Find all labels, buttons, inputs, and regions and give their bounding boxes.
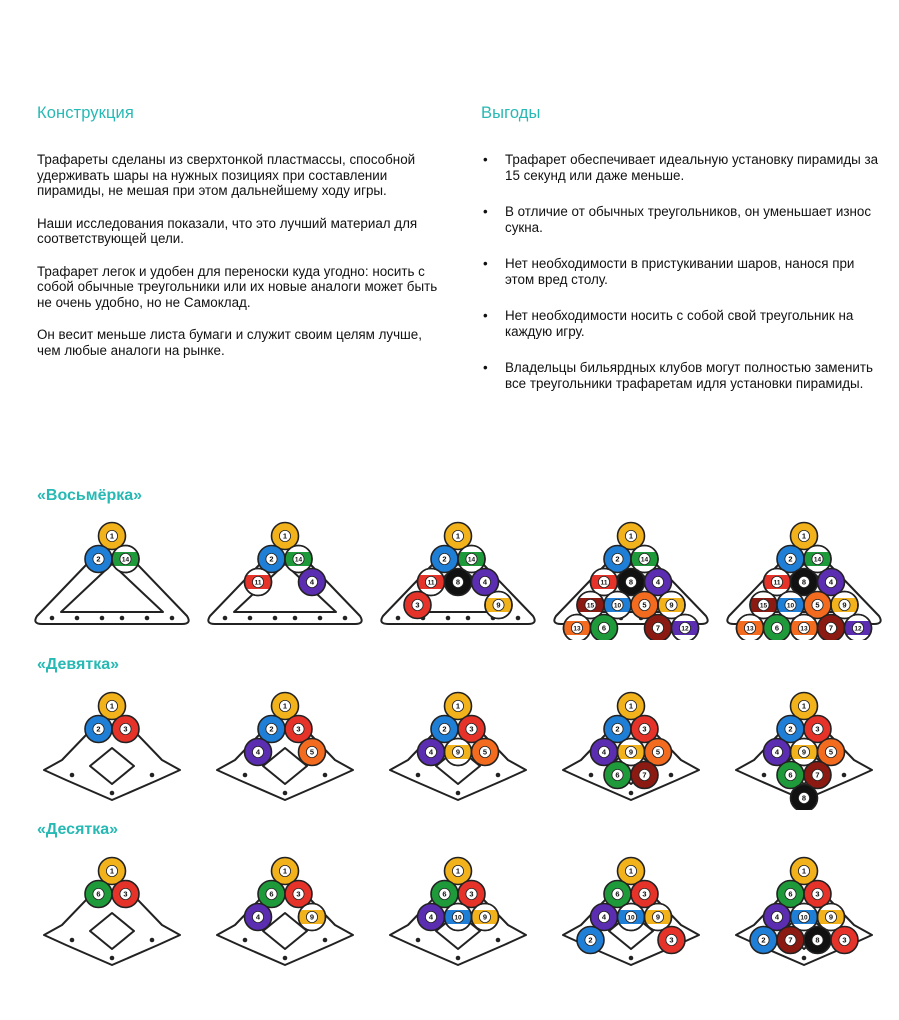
stencil-hole	[100, 616, 105, 621]
ball-number: 2	[588, 935, 593, 945]
rack-illustration	[22, 520, 202, 640]
ball-number: 8	[801, 577, 807, 587]
ball-number: 9	[628, 747, 634, 757]
stencil-hole	[150, 938, 155, 943]
construction-paragraph: Трафарет легок и удобен для переноски куда угодно: носить с собой обычные треугольники или их новые аналоги может быть не очень удобно, но не Самоклад.	[37, 263, 438, 310]
stencil-hole	[273, 616, 278, 621]
ball-number: 5	[815, 600, 820, 610]
stencil-frame	[208, 538, 361, 624]
ball-number: 2	[269, 554, 274, 564]
billiard-ball-13	[737, 615, 764, 641]
section-title-eight-ball: «Восьмёрка»	[37, 487, 143, 504]
ball-number: 10	[454, 914, 462, 922]
ball-number: 13	[746, 625, 754, 633]
section-title-nine-ball: «Девятка»	[37, 656, 119, 673]
stencil-hole	[466, 616, 471, 621]
ball-number: 2	[761, 935, 766, 945]
billiard-ball-12	[845, 615, 872, 641]
rack-illustration	[368, 690, 548, 810]
ball-number: 14	[121, 556, 130, 564]
ball-number: 15	[759, 602, 768, 610]
ball-number: 5	[655, 747, 661, 757]
billiard-ball-3	[831, 927, 858, 954]
stencil-frame	[44, 708, 180, 800]
ball-number: 2	[269, 724, 274, 734]
ball-number: 3	[123, 889, 128, 899]
construction-heading: Конструкция	[37, 104, 134, 122]
ball-number: 4	[774, 912, 780, 922]
ball-number: 6	[774, 623, 780, 633]
ball-number: 2	[442, 724, 447, 734]
ball-number: 5	[309, 747, 315, 757]
ball-number: 1	[282, 531, 288, 541]
stencil-hole	[170, 616, 175, 621]
ball-number: 3	[669, 935, 674, 945]
ball-number: 14	[813, 556, 822, 564]
ball-number: 1	[628, 866, 634, 876]
billiard-ball-3	[658, 927, 685, 954]
ball-number: 4	[428, 912, 434, 922]
ball-number: 3	[469, 724, 474, 734]
ball-number: 5	[482, 747, 488, 757]
rack-illustration	[714, 690, 894, 810]
ball-number: 4	[601, 747, 607, 757]
stencil-hole	[446, 616, 451, 621]
billiard-ball-8	[804, 927, 831, 954]
ball-number: 4	[482, 577, 488, 587]
stencil-hole	[318, 616, 323, 621]
stencil-hole	[150, 773, 155, 778]
stencil-hole	[223, 616, 228, 621]
ball-number: 2	[788, 724, 793, 734]
section-title-ten-ball: «Десятка»	[37, 821, 119, 838]
stencil-hole	[416, 773, 421, 778]
benefits-heading: Выгоды	[481, 104, 541, 122]
stencil-hole	[243, 938, 248, 943]
stencil-hole	[323, 773, 328, 778]
rack-illustration	[22, 690, 202, 810]
rack-illustration	[195, 690, 375, 810]
ball-number: 5	[642, 600, 647, 610]
stencil-frame	[35, 538, 188, 624]
ball-number: 4	[828, 577, 834, 587]
billiard-ball-11	[245, 569, 272, 596]
stencil-hole	[50, 616, 55, 621]
ball-number: 6	[615, 889, 620, 899]
ball-number: 14	[467, 556, 476, 564]
ball-number: 9	[828, 912, 834, 922]
billiard-ball-6	[764, 615, 791, 641]
stencil-hole	[110, 956, 115, 961]
stencil-hole	[842, 773, 847, 778]
ball-number: 3	[842, 935, 847, 945]
billiard-ball-9	[485, 592, 512, 619]
ball-number: 1	[801, 701, 807, 711]
ball-number: 6	[269, 889, 274, 899]
ball-number: 4	[255, 747, 261, 757]
ball-number: 3	[642, 889, 647, 899]
ball-number: 4	[601, 912, 607, 922]
ball-number: 1	[109, 866, 115, 876]
ball-number: 6	[442, 889, 447, 899]
ball-number: 1	[455, 866, 461, 876]
stencil-hole	[243, 773, 248, 778]
stencil-hole	[283, 956, 288, 961]
billiard-ball-13	[791, 615, 818, 641]
ball-number: 3	[642, 724, 647, 734]
stencil-hole	[496, 773, 501, 778]
ball-number: 4	[428, 747, 434, 757]
stencil-hole	[669, 773, 674, 778]
billiard-ball-2	[85, 546, 112, 573]
ball-number: 2	[788, 554, 793, 564]
ball-number: 3	[815, 724, 820, 734]
ball-number: 4	[655, 577, 661, 587]
billiard-ball-4	[418, 904, 445, 931]
billiard-ball-5	[299, 739, 326, 766]
billiard-ball-9	[472, 904, 499, 931]
billiard-ball-9	[445, 739, 472, 766]
construction-paragraph: Трафареты сделаны из сверхтонкой пластмассы, способной удерживать шары на нужных позициях при составлении пирамиды, не мешая при этом дальнейшему ходу игры.	[37, 152, 416, 198]
ball-number: 9	[455, 747, 461, 757]
billiard-ball-4	[418, 739, 445, 766]
stencil-hole	[323, 938, 328, 943]
stencil-hole	[145, 616, 150, 621]
ball-number: 6	[96, 889, 101, 899]
benefit-item: • Трафарет обеспечивает идеальную установку пирамиды за 15 секунд или даже меньше.	[481, 152, 881, 183]
ball-number: 2	[615, 554, 620, 564]
ball-number: 11	[427, 579, 435, 587]
ball-number: 1	[628, 701, 634, 711]
billiard-ball-10	[618, 904, 645, 931]
ball-number: 6	[601, 623, 607, 633]
ball-number: 11	[600, 579, 608, 587]
ball-number: 1	[801, 866, 807, 876]
billiard-ball-12	[672, 615, 699, 641]
ball-number: 9	[496, 600, 501, 610]
ball-number: 10	[627, 914, 635, 922]
ball-number: 4	[774, 747, 780, 757]
ball-number: 12	[681, 625, 689, 633]
rack-illustration	[22, 855, 202, 975]
ball-number: 7	[788, 935, 793, 945]
ball-number: 7	[655, 623, 661, 633]
billiard-ball-3	[404, 592, 431, 619]
stencil-hole	[456, 791, 461, 796]
billiard-ball-14	[112, 546, 139, 573]
stencil-hole	[70, 773, 75, 778]
ball-number: 13	[573, 625, 581, 633]
ball-number: 3	[469, 889, 474, 899]
benefit-item: • В отличие от обычных треугольников, он уменьшает износ сукна.	[481, 204, 881, 235]
billiard-ball-6	[591, 615, 618, 641]
billiard-ball-7	[777, 927, 804, 954]
billiard-ball-2	[85, 716, 112, 743]
ball-number: 1	[801, 531, 807, 541]
rack-illustration	[541, 855, 721, 975]
ball-number: 7	[815, 770, 820, 780]
ball-number: 9	[669, 600, 674, 610]
benefit-item: • Нет необходимости в пристукивании шаров, нанося при этом вред столу.	[481, 256, 881, 287]
ball-number: 8	[815, 935, 820, 945]
ball-number: 7	[642, 770, 647, 780]
construction-paragraph: Он весит меньше листа бумаги и служит своим целям лучше, чем любые аналоги на рынке.	[37, 327, 422, 358]
stencil-hole	[120, 616, 125, 621]
rack-illustration	[195, 855, 375, 975]
ball-number: 10	[786, 602, 795, 610]
stencil-frame	[217, 873, 353, 965]
stencil-hole	[343, 616, 348, 621]
stencil-hole	[589, 773, 594, 778]
ball-number: 1	[109, 701, 115, 711]
stencil-hole	[248, 616, 253, 621]
ball-number: 3	[296, 724, 301, 734]
ball-number: 5	[828, 747, 834, 757]
billiard-ball-4	[245, 904, 272, 931]
billiard-ball-2	[577, 927, 604, 954]
ball-number: 4	[255, 912, 261, 922]
ball-number: 8	[628, 577, 634, 587]
ball-number: 9	[801, 747, 807, 757]
ball-number: 1	[282, 866, 288, 876]
ball-number: 3	[296, 889, 301, 899]
ball-number: 10	[613, 602, 622, 610]
rack-illustration	[541, 520, 721, 640]
ball-number: 9	[482, 912, 488, 922]
ball-number: 11	[773, 579, 781, 587]
ball-number: 8	[801, 793, 807, 803]
billiard-ball-7	[645, 615, 672, 641]
stencil-hole	[110, 791, 115, 796]
ball-number: 9	[309, 912, 315, 922]
benefits-column	[481, 104, 881, 412]
stencil-hole	[629, 791, 634, 796]
ball-number: 15	[586, 602, 595, 610]
ball-number: 2	[615, 724, 620, 734]
ball-number: 1	[455, 531, 461, 541]
ball-number: 10	[800, 914, 808, 922]
stencil-hole	[516, 616, 521, 621]
construction-paragraph: Наши исследования показали, что это лучший материал для соответствующей цели.	[37, 215, 418, 246]
ball-number: 7	[828, 623, 834, 633]
benefits-list	[481, 152, 881, 391]
benefit-item: • Владельцы бильярдных клубов могут полностью заменить все треугольники трафаретам идля установки пирамиды.	[481, 360, 881, 391]
ball-number: 9	[655, 912, 661, 922]
stencil-hole	[293, 616, 298, 621]
billiard-ball-4	[245, 739, 272, 766]
stencil-hole	[496, 938, 501, 943]
ball-number: 3	[123, 724, 128, 734]
stencil-hole	[456, 956, 461, 961]
ball-number: 1	[628, 531, 634, 541]
stencil-hole	[70, 938, 75, 943]
stencil-frame	[217, 708, 353, 800]
rack-illustration	[195, 520, 375, 640]
ball-number: 11	[254, 579, 262, 587]
stencil-hole	[762, 773, 767, 778]
ball-number: 6	[788, 889, 793, 899]
billiard-ball-4	[299, 569, 326, 596]
ball-number: 2	[442, 554, 447, 564]
stencil-hole	[629, 956, 634, 961]
ball-number: 1	[455, 701, 461, 711]
billiard-ball-8	[445, 569, 472, 596]
ball-number: 1	[282, 701, 288, 711]
stencil-hole	[75, 616, 80, 621]
stencil-hole	[416, 938, 421, 943]
ball-number: 2	[96, 724, 101, 734]
rack-illustration	[541, 690, 721, 810]
ball-number: 14	[640, 556, 649, 564]
billiard-ball-7	[631, 762, 658, 789]
ball-number: 3	[815, 889, 820, 899]
ball-number: 13	[800, 625, 808, 633]
rack-illustration	[714, 855, 894, 975]
rack-illustration	[714, 520, 894, 640]
ball-number: 9	[842, 600, 847, 610]
rack-illustration	[368, 520, 548, 640]
ball-number: 2	[96, 554, 101, 564]
billiard-ball-6	[85, 881, 112, 908]
billiard-ball-2	[750, 927, 777, 954]
billiard-ball-9	[299, 904, 326, 931]
ball-number: 4	[309, 577, 315, 587]
stencil-hole	[283, 791, 288, 796]
billiard-ball-3	[112, 881, 139, 908]
billiard-ball-5	[472, 739, 499, 766]
stencil-hole	[396, 616, 401, 621]
ball-number: 3	[415, 600, 420, 610]
ball-number: 14	[294, 556, 303, 564]
stencil-frame	[44, 873, 180, 965]
rack-illustration	[368, 855, 548, 975]
billiard-ball-10	[445, 904, 472, 931]
billiard-ball-6	[604, 762, 631, 789]
billiard-ball-8	[791, 785, 818, 811]
construction-column	[37, 104, 447, 375]
billiard-ball-7	[818, 615, 845, 641]
ball-number: 6	[788, 770, 793, 780]
ball-number: 6	[615, 770, 620, 780]
stencil-hole	[802, 956, 807, 961]
benefit-item: • Нет необходимости носить с собой свой треугольник на каждую игру.	[481, 308, 881, 339]
ball-number: 12	[854, 625, 862, 633]
billiard-ball-3	[112, 716, 139, 743]
ball-number: 8	[455, 577, 461, 587]
ball-number: 1	[109, 531, 115, 541]
billiard-ball-13	[564, 615, 591, 641]
